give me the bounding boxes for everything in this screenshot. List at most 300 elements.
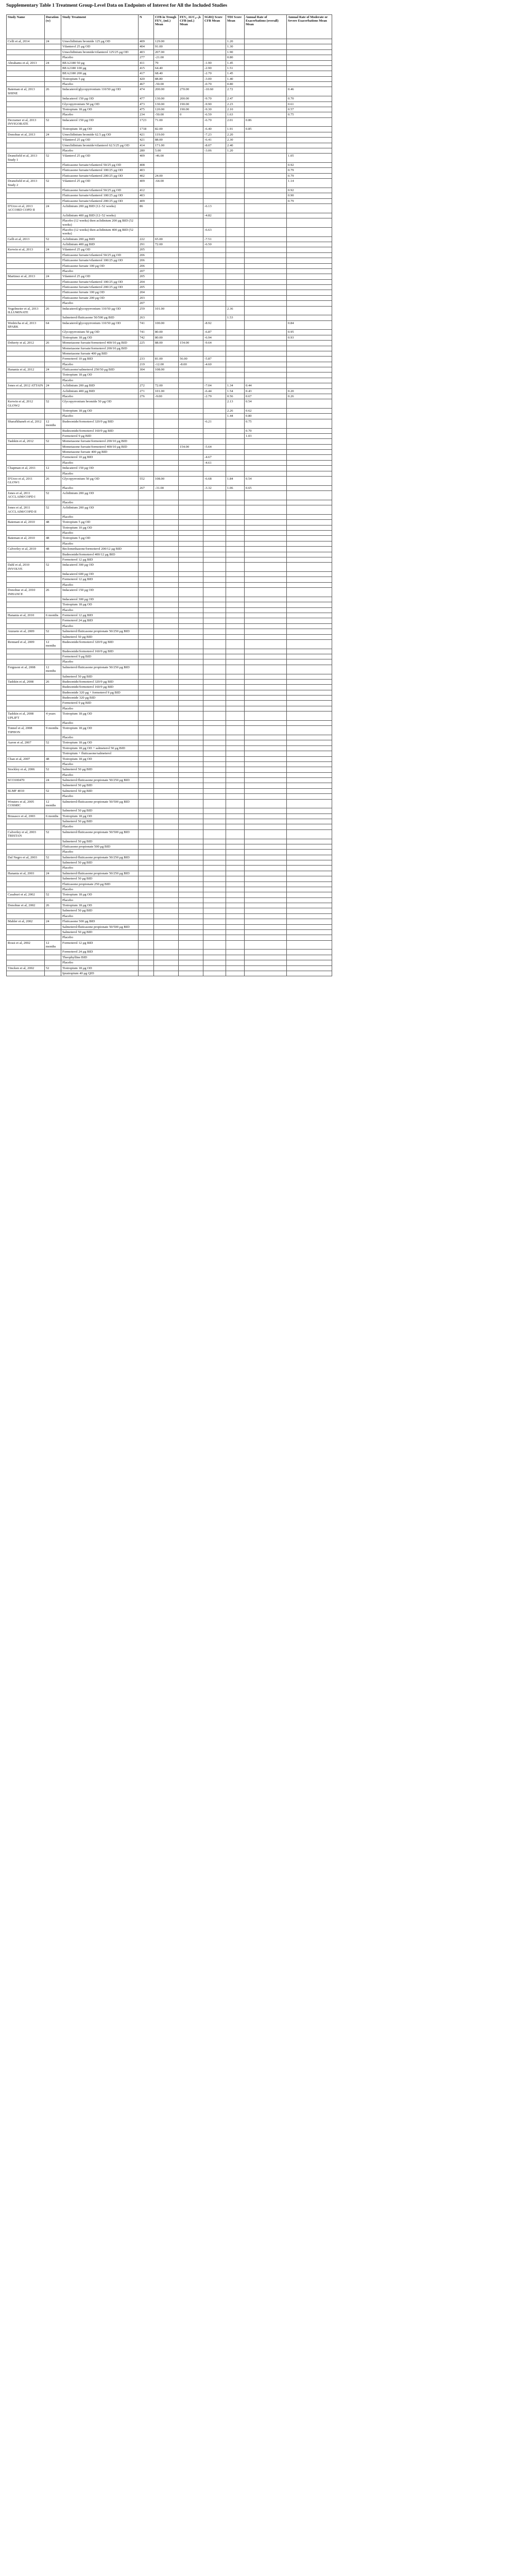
table-cell: [7, 44, 45, 49]
table-cell: [226, 654, 245, 659]
table-cell: [179, 960, 203, 965]
table-cell: [203, 263, 226, 268]
table-cell: -0.70: [203, 82, 226, 87]
table-cell: [245, 213, 287, 218]
table-cell: [154, 940, 179, 950]
table-cell: [45, 107, 61, 112]
table-cell: 0.67: [245, 394, 287, 399]
table-cell: [203, 258, 226, 263]
table-cell: [139, 588, 154, 597]
table-cell: 0.43: [245, 388, 287, 394]
table-cell: Vogelmeier et al, 2013 ILLUMINATE: [7, 306, 45, 315]
table-cell: [154, 204, 179, 213]
table-cell: [45, 49, 61, 55]
table-row: [7, 268, 332, 274]
table-cell: Tiotropium 18 μg OD: [61, 335, 139, 340]
table-cell: [287, 466, 332, 471]
table-cell: -21.00: [154, 55, 179, 60]
table-cell: [179, 193, 203, 198]
table-cell: [226, 701, 245, 706]
table-cell: Salmeterol 50 μg BID: [61, 783, 139, 788]
table-cell: 741: [139, 330, 154, 335]
table-cell: [203, 871, 226, 876]
table-cell: [226, 367, 245, 372]
table-cell: [179, 82, 203, 87]
table-cell: [7, 414, 45, 419]
table-cell: [154, 824, 179, 829]
table-cell: 52: [45, 788, 61, 793]
table-cell: [203, 163, 226, 168]
table-cell: [139, 520, 154, 525]
table-cell: [287, 268, 332, 274]
table-cell: Indacaterol 300 μg OD: [61, 563, 139, 572]
table-cell: -8.00: [179, 362, 203, 367]
table-cell: Salmeterol 50 μg BID: [61, 819, 139, 824]
table-cell: [226, 745, 245, 751]
table-cell: [139, 903, 154, 908]
table-cell: [139, 935, 154, 940]
table-cell: [45, 198, 61, 204]
table-cell: 6 months: [45, 613, 61, 618]
table-cell: [245, 439, 287, 444]
table-cell: [154, 252, 179, 258]
table-cell: 219: [139, 362, 154, 367]
table-cell: Formoterol 12 μg BID: [61, 940, 139, 950]
table-cell: Tiotropium 18 μg OD: [61, 726, 139, 735]
table-cell: [226, 866, 245, 871]
table-cell: [287, 756, 332, 761]
table-cell: [287, 132, 332, 137]
table-cell: [203, 547, 226, 552]
table-cell: [7, 71, 45, 76]
table-cell: [226, 514, 245, 519]
table-row: [7, 563, 332, 572]
table-cell: [287, 824, 332, 829]
table-cell: 1.20: [226, 148, 245, 153]
table-cell: Formoterol 10 μg BID: [61, 357, 139, 362]
table-cell: [179, 117, 203, 127]
table-cell: 473: [139, 101, 154, 107]
table-cell: [154, 351, 179, 356]
table-row: [7, 965, 332, 971]
table-cell: D'Urzo et al, 2013 ACCORD COPD II: [7, 204, 45, 213]
table-cell: [154, 258, 179, 263]
table-cell: [179, 372, 203, 378]
table-cell: 24.00: [154, 173, 179, 178]
table-cell: [7, 783, 45, 788]
table-cell: [139, 572, 154, 577]
table-cell: [139, 674, 154, 679]
table-cell: [139, 531, 154, 536]
table-cell: [45, 850, 61, 855]
table-row: [7, 444, 332, 449]
table-cell: [245, 148, 287, 153]
table-cell: 12 months: [45, 665, 61, 674]
table-cell: Placebo: [61, 414, 139, 419]
table-cell: [203, 557, 226, 562]
table-cell: Placebo: [61, 772, 139, 777]
table-cell: [45, 378, 61, 383]
table-cell: [287, 935, 332, 940]
table-cell: 1.45: [226, 60, 245, 65]
table-row: [7, 514, 332, 519]
table-cell: 190.00: [179, 107, 203, 112]
table-row: [7, 252, 332, 258]
table-cell: [154, 850, 179, 855]
table-cell: [226, 541, 245, 546]
table-cell: Salmeterol 50 μg BID: [61, 908, 139, 913]
table-row: [7, 866, 332, 871]
table-cell: [203, 866, 226, 871]
table-cell: [7, 819, 45, 824]
table-row: [7, 357, 332, 362]
table-cell: [287, 950, 332, 955]
table-cell: [45, 112, 61, 117]
table-cell: [179, 788, 203, 793]
table-cell: 206: [139, 263, 154, 268]
table-cell: [287, 892, 332, 897]
table-cell: [203, 173, 226, 178]
table-cell: Budesonide/formoterol 160/9 μg BID: [61, 649, 139, 654]
table-cell: [203, 346, 226, 351]
table-cell: [287, 629, 332, 634]
table-row: [7, 173, 332, 178]
table-cell: [179, 685, 203, 690]
table-cell: [179, 60, 203, 65]
table-cell: [226, 193, 245, 198]
table-cell: 304: [139, 367, 154, 372]
table-cell: [7, 55, 45, 60]
table-cell: [226, 505, 245, 515]
table-cell: 206: [139, 252, 154, 258]
table-cell: Formoterol 12 μg BID: [61, 577, 139, 582]
table-cell: [7, 960, 45, 965]
table-cell: 421: [139, 138, 154, 143]
table-cell: [245, 55, 287, 60]
table-row: [7, 346, 332, 351]
table-cell: 24: [45, 60, 61, 65]
table-cell: [245, 965, 287, 971]
table-cell: [139, 444, 154, 449]
table-row: [7, 685, 332, 690]
table-cell: -6.40: [203, 127, 226, 132]
table-cell: [7, 882, 45, 887]
table-cell: [179, 295, 203, 300]
table-cell: [179, 541, 203, 546]
table-cell: [287, 285, 332, 290]
column-header: TDI Score Mean: [226, 15, 245, 39]
table-title: Supplementary Table 1 Treatment Group-Level Data on Endpoints of Interest for All the Included Studies: [6, 3, 228, 8]
table-cell: [139, 876, 154, 882]
table-cell: [245, 665, 287, 674]
table-cell: -6.41: [203, 138, 226, 143]
column-header: Study Treatment: [61, 15, 139, 39]
table-cell: 108.00: [154, 476, 179, 485]
table-row: [7, 679, 332, 684]
table-cell: [154, 955, 179, 960]
table-cell: [287, 485, 332, 490]
table-cell: [45, 268, 61, 274]
table-cell: [179, 919, 203, 924]
table-cell: [245, 696, 287, 701]
table-cell: [226, 740, 245, 745]
table-cell: 742: [139, 335, 154, 340]
table-cell: 1718: [139, 127, 154, 132]
table-row: [7, 263, 332, 268]
table-cell: [287, 127, 332, 132]
table-cell: [245, 839, 287, 844]
table-cell: 72.00: [154, 242, 179, 247]
table-cell: [45, 557, 61, 562]
table-cell: [179, 634, 203, 639]
table-cell: [226, 500, 245, 505]
table-cell: [245, 903, 287, 908]
table-cell: Tiotropium 18 μg OD: [61, 107, 139, 112]
header-row: [7, 15, 332, 39]
table-row: [7, 295, 332, 300]
table-cell: 0.92: [287, 163, 332, 168]
table-row: [7, 279, 332, 284]
table-cell: [226, 258, 245, 263]
table-cell: [139, 799, 154, 808]
table-cell: [179, 844, 203, 849]
table-cell: [45, 394, 61, 399]
table-cell: [154, 971, 179, 976]
table-cell: [287, 860, 332, 866]
table-cell: [226, 950, 245, 955]
table-cell: [154, 247, 179, 252]
table-cell: [45, 55, 61, 60]
table-cell: 0.80: [226, 55, 245, 60]
table-cell: [203, 563, 226, 572]
table-cell: [287, 882, 332, 887]
table-cell: 91.00: [154, 44, 179, 49]
table-cell: [245, 908, 287, 913]
table-cell: [154, 665, 179, 674]
table-cell: [287, 955, 332, 960]
table-cell: [245, 163, 287, 168]
table-cell: Salmeterol/fluticasone propionate 50/500 μg BID: [61, 799, 139, 808]
table-cell: Aclidinium 200 μg BID: [61, 383, 139, 388]
table-cell: 52: [45, 179, 61, 188]
table-cell: [179, 654, 203, 659]
table-cell: [203, 829, 226, 839]
table-row: [7, 335, 332, 340]
table-row: [7, 701, 332, 706]
table-cell: [245, 455, 287, 460]
table-row: [7, 117, 332, 127]
table-cell: [7, 654, 45, 659]
table-cell: [154, 950, 179, 955]
table-cell: 0.20: [287, 388, 332, 394]
table-cell: [226, 808, 245, 814]
table-cell: [287, 844, 332, 849]
table-row: [7, 388, 332, 394]
table-cell: [203, 659, 226, 665]
table-cell: [203, 49, 226, 55]
table-cell: [203, 471, 226, 476]
table-cell: [154, 372, 179, 378]
table-cell: [154, 414, 179, 419]
table-cell: [226, 268, 245, 274]
table-cell: [287, 929, 332, 935]
table-cell: [203, 552, 226, 557]
table-cell: [287, 279, 332, 284]
table-cell: [179, 726, 203, 735]
table-cell: Formoterol 24 μg BID: [61, 618, 139, 623]
table-cell: [245, 247, 287, 252]
table-cell: [203, 685, 226, 690]
table-cell: [245, 112, 287, 117]
table-row: [7, 525, 332, 530]
table-cell: -4.82: [203, 213, 226, 218]
table-cell: -64.00: [154, 179, 179, 188]
table-cell: [287, 65, 332, 71]
table-cell: [203, 168, 226, 173]
table-cell: [245, 690, 287, 695]
table-cell: [179, 320, 203, 330]
table-cell: [245, 154, 287, 163]
table-cell: Placebo: [61, 460, 139, 465]
table-cell: [245, 940, 287, 950]
table-cell: 417: [139, 71, 154, 76]
table-cell: [245, 799, 287, 808]
table-cell: [179, 552, 203, 557]
table-cell: -2.70: [203, 71, 226, 76]
table-cell: 475: [139, 107, 154, 112]
table-cell: [203, 274, 226, 279]
table-row: [7, 577, 332, 582]
table-cell: [154, 654, 179, 659]
table-cell: [287, 290, 332, 295]
table-cell: [203, 597, 226, 602]
table-cell: 0.90: [287, 193, 332, 198]
table-cell: Placebo: [61, 471, 139, 476]
table-cell: [154, 629, 179, 634]
table-cell: [179, 44, 203, 49]
table-cell: [203, 726, 226, 735]
table-cell: Placebo: [61, 866, 139, 871]
table-cell: [203, 602, 226, 607]
table-cell: Tiotropium 18 μg OD: [61, 602, 139, 607]
table-cell: [179, 971, 203, 976]
table-cell: [139, 913, 154, 919]
table-cell: [226, 547, 245, 552]
table-cell: [179, 607, 203, 613]
table-row: [7, 60, 332, 65]
table-cell: [287, 602, 332, 607]
table-cell: [7, 227, 45, 236]
table-cell: [245, 935, 287, 940]
table-cell: [45, 500, 61, 505]
table-cell: [245, 242, 287, 247]
table-row: [7, 476, 332, 485]
table-cell: [139, 419, 154, 428]
table-cell: [203, 409, 226, 414]
table-cell: Hanania et al, 2003: [7, 871, 45, 876]
table-cell: [203, 639, 226, 649]
table-cell: Placebo: [61, 623, 139, 629]
table-cell: [226, 665, 245, 674]
table-cell: Aclidinium 200 μg BID (12–52 weeks): [61, 204, 139, 213]
table-cell: [154, 193, 179, 198]
table-cell: [203, 929, 226, 935]
table-cell: [154, 965, 179, 971]
table-cell: [245, 204, 287, 213]
table-cell: [179, 940, 203, 950]
table-cell: [45, 701, 61, 706]
table-cell: [245, 193, 287, 198]
table-row: [7, 767, 332, 772]
table-cell: [226, 274, 245, 279]
table-row: [7, 204, 332, 213]
table-row: [7, 258, 332, 263]
table-cell: [139, 378, 154, 383]
table-cell: [179, 740, 203, 745]
table-row: [7, 455, 332, 460]
table-cell: [245, 173, 287, 178]
table-cell: [139, 607, 154, 613]
table-cell: Salmeterol/fluticasone propionate 50/250 μg BID: [61, 871, 139, 876]
table-cell: Sharafkhaneh et al, 2012: [7, 419, 45, 428]
table-cell: Martinez et al, 2013: [7, 274, 45, 279]
table-cell: [7, 577, 45, 582]
table-cell: [179, 649, 203, 654]
table-cell: [7, 188, 45, 193]
table-cell: 130.00: [154, 101, 179, 107]
table-cell: [179, 460, 203, 465]
table-cell: [7, 357, 45, 362]
table-cell: [245, 198, 287, 204]
table-cell: [45, 839, 61, 844]
table-cell: [179, 756, 203, 761]
column-header: FEV₁ AUC₀₋₃h CFB (mL) Mean: [179, 15, 203, 39]
table-cell: [179, 536, 203, 541]
table-row: [7, 188, 332, 193]
table-row: [7, 547, 332, 552]
table-cell: 2.20: [226, 132, 245, 137]
table-cell: [203, 315, 226, 320]
table-cell: Placebo: [61, 720, 139, 725]
table-row: [7, 274, 332, 279]
table-cell: [179, 829, 203, 839]
table-cell: 409: [139, 154, 154, 163]
table-cell: [45, 897, 61, 903]
table-cell: [139, 514, 154, 519]
table-cell: [179, 659, 203, 665]
table-row: [7, 654, 332, 659]
table-cell: 52: [45, 829, 61, 839]
table-cell: [154, 514, 179, 519]
table-cell: [287, 924, 332, 929]
table-cell: [245, 460, 287, 465]
table-cell: [154, 639, 179, 649]
table-row: [7, 613, 332, 618]
table-cell: 0.61: [287, 101, 332, 107]
table-row: [7, 362, 332, 367]
table-cell: [179, 935, 203, 940]
table-cell: [226, 491, 245, 500]
table-cell: [154, 679, 179, 684]
table-cell: 79: [154, 60, 179, 65]
table-cell: [226, 960, 245, 965]
table-cell: [179, 547, 203, 552]
table-cell: Placebo: [61, 706, 139, 711]
table-cell: [7, 330, 45, 335]
table-cell: Rossi et al, 2002: [7, 940, 45, 950]
table-cell: [245, 87, 287, 96]
table-cell: [139, 824, 154, 829]
